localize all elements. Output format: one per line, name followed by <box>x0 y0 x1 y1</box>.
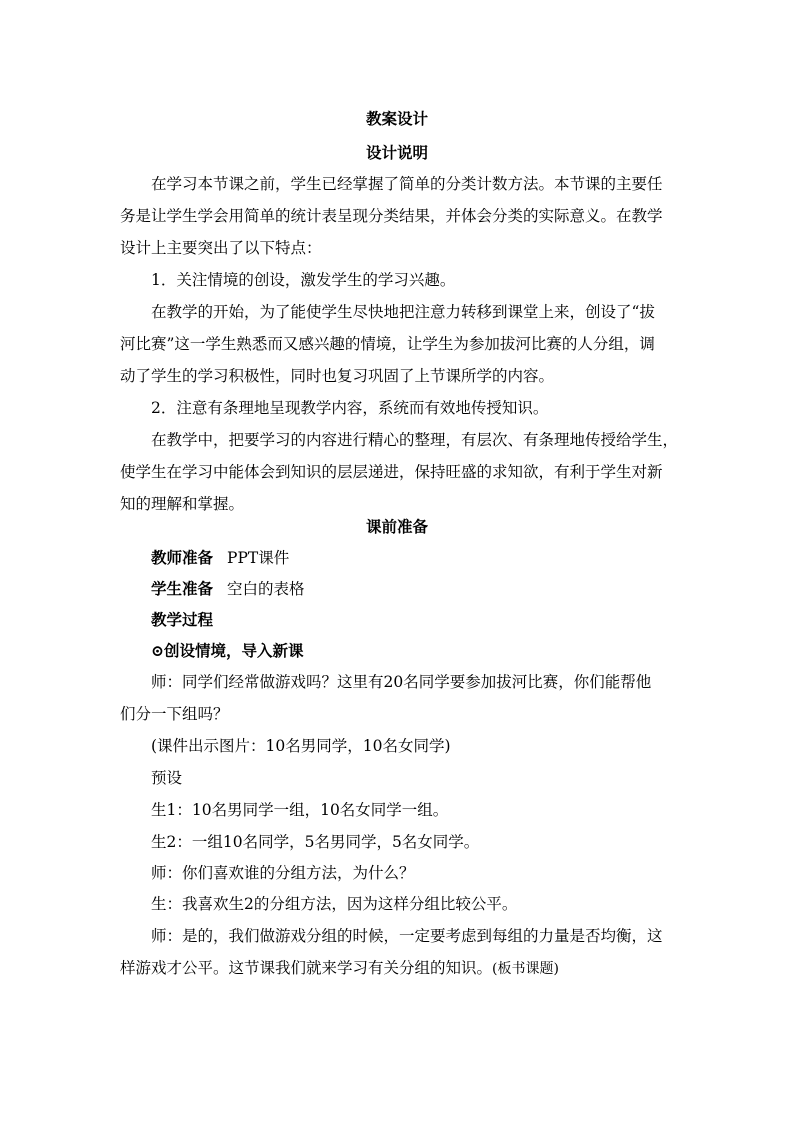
design-paragraph-line: 在学习本节课之前，学生已经掌握了简单的分类计数方法。本节课的主要任 <box>151 175 663 193</box>
point-2-paragraph-line: 使学生在学习中能体会到知识的层层递进，保持旺盛的求知欲，有利于学生对新 <box>120 463 663 481</box>
courseware-note: (课件出示图片：10名男同学，10名女同学) <box>151 737 451 755</box>
student-prep-label: 学生准备 <box>151 579 214 598</box>
teacher-prep-row <box>151 548 289 568</box>
prep-heading: 课前准备 <box>365 517 428 536</box>
student-answer-line: 生：我喜欢生2的分组方法，因为这样分组比较公平。 <box>151 895 518 913</box>
teacher-line: 师：同学们经常做游戏吗？这里有20名同学要参加拔河比赛，你们能帮他 <box>151 673 652 691</box>
teacher-question-line: 师：你们喜欢谁的分组方法，为什么？ <box>151 864 415 882</box>
student-1-line: 生1：10名男同学一组，10名女同学一组。 <box>151 801 449 819</box>
design-paragraph-line: 务是让学生学会用简单的统计表呈现分类结果，并体会分类的实际意义。在教学 <box>120 207 663 225</box>
preset-label: 预设 <box>151 769 183 787</box>
design-heading: 设计说明 <box>365 143 428 162</box>
student-2-line: 生2：一组10名同学，5名男同学，5名女同学。 <box>151 833 480 851</box>
board-title-note: (板书课题) <box>492 961 559 977</box>
teacher-summary-text: 样游戏才公平。这节课我们就来学习有关分组的知识。 <box>120 959 493 977</box>
teacher-prep-label: 教师准备 <box>151 548 214 567</box>
teacher-summary-line <box>120 958 559 979</box>
point-2-heading: 2．注意有条理地呈现教学内容，系统而有效地传授知识。 <box>151 399 549 417</box>
teacher-line: 们分一下组吗？ <box>120 705 229 723</box>
document-title: 教案设计 <box>365 109 428 128</box>
design-paragraph-line: 设计上主要突出了以下特点： <box>120 239 322 257</box>
point-2-paragraph-line: 知的理解和掌握。 <box>120 495 245 513</box>
student-prep-row <box>151 579 305 599</box>
point-1-paragraph-line: 河比赛”这一学生熟悉而又感兴趣的情境，让学生为参加拔河比赛的人分组，调 <box>120 335 655 353</box>
point-1-paragraph-line: 在教学的开始，为了能使学生尽快地把注意力转移到课堂上来，创设了“拔 <box>151 303 655 321</box>
student-prep-value: 空白的表格 <box>227 580 305 598</box>
point-2-paragraph-line: 在教学中，把要学习的内容进行精心的整理，有层次、有条理地传授给学生， <box>151 431 679 449</box>
teacher-prep-value: PPT课件 <box>227 549 290 567</box>
section-1-heading: ⊙创设情境，导入新课 <box>151 641 304 660</box>
point-1-paragraph-line: 动了学生的学习积极性，同时也复习巩固了上节课所学的内容。 <box>120 367 555 385</box>
process-heading: 教学过程 <box>151 610 214 629</box>
point-1-heading: 1．关注情境的创设，激发学生的学习兴趣。 <box>151 271 456 289</box>
teacher-summary-line: 师：是的，我们做游戏分组的时候，一定要考虑到每组的力量是否均衡，这 <box>151 927 663 945</box>
